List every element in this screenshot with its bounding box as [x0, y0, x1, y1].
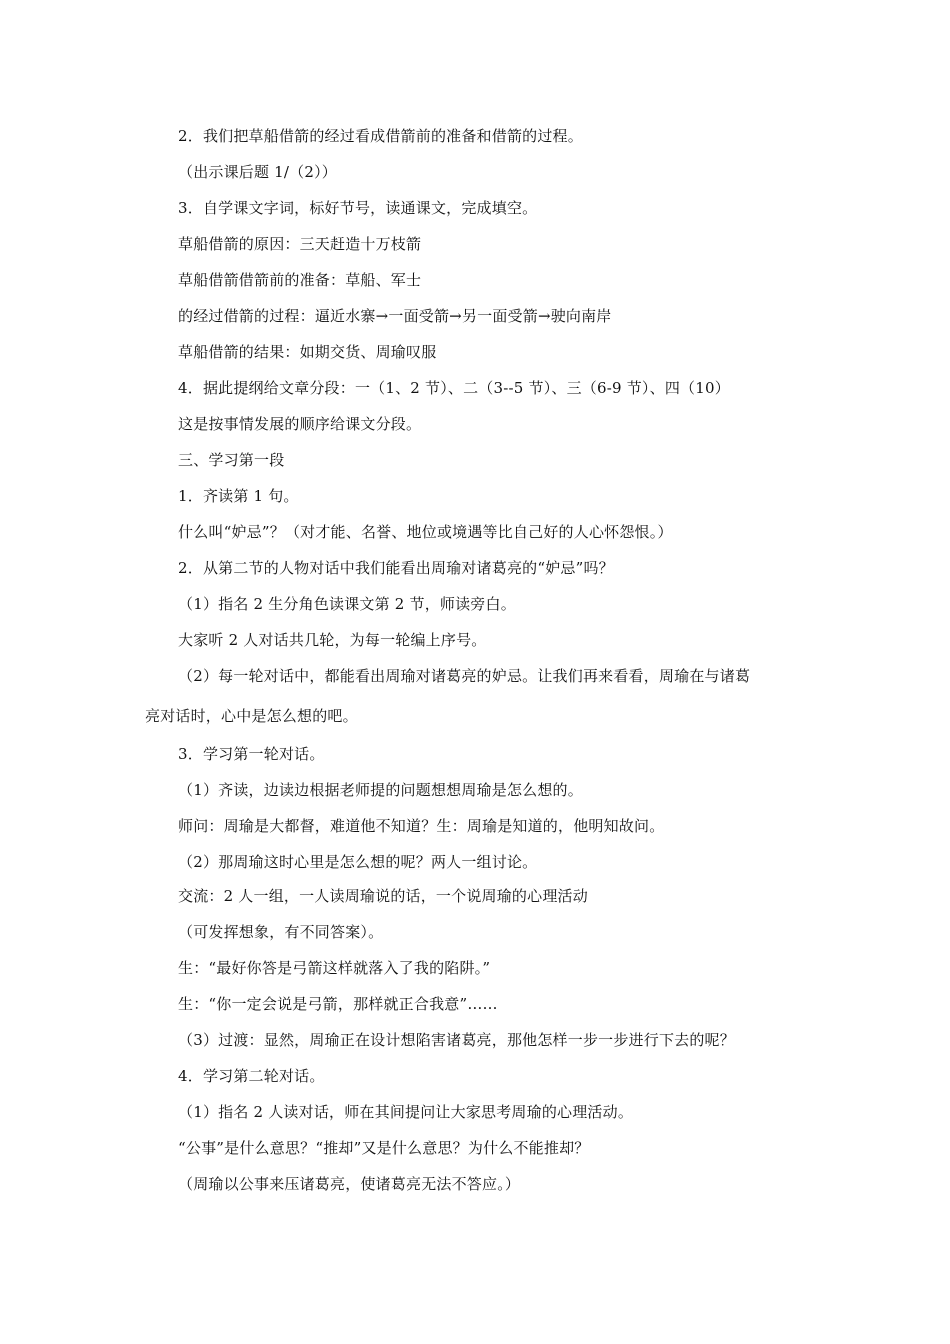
text-line: 3．学习第一轮对话。 — [178, 745, 325, 763]
text-line: 生：“最好你答是弓箭这样就落入了我的陷阱。” — [178, 959, 491, 977]
text-line: “公事”是什么意思？“推却”又是什么意思？为什么不能推却？ — [178, 1139, 590, 1157]
section-heading: 三、学习第一段 — [178, 451, 285, 469]
text-line: 1．齐读第 1 句。 — [178, 487, 299, 505]
text-line: 草船借箭借箭前的准备：草船、军士 — [178, 271, 422, 289]
text-line: 大家听 2 人对话共几轮，为每一轮编上序号。 — [178, 631, 487, 649]
text-line: （出示课后题 1/（2）） — [178, 163, 338, 181]
text-line: 生：“你一定会说是弓箭，那样就正合我意”…… — [178, 995, 498, 1013]
text-line: （1）指名 2 生分角色读课文第 2 节，师读旁白。 — [178, 595, 516, 613]
text-line: 草船借箭的结果：如期交货、周瑜叹服 — [178, 343, 437, 361]
text-line: 草船借箭的原因：三天赶造十万枝箭 — [178, 235, 422, 253]
text-line: （2）每一轮对话中，都能看出周瑜对诸葛亮的妒忌。让我们再来看看，周瑜在与诸葛 — [178, 667, 751, 685]
text-line: （2）那周瑜这时心里是怎么想的呢？两人一组讨论。 — [178, 853, 538, 871]
text-line: 2．我们把草船借箭的经过看成借箭前的准备和借箭的过程。 — [178, 127, 583, 145]
text-line: 交流：2 人一组，一人读周瑜说的话，一个说周瑜的心理活动 — [178, 887, 588, 905]
text-line: （3）过渡：显然，周瑜正在设计想陷害诸葛亮，那他怎样一步一步进行下去的呢？ — [178, 1031, 735, 1049]
text-line: 这是按事情发展的顺序给课文分段。 — [178, 415, 422, 433]
text-line: 3．自学课文字词，标好节号，读通课文，完成填空。 — [178, 199, 538, 217]
text-line: 师问：周瑜是大都督，难道他不知道？生：周瑜是知道的，他明知故问。 — [178, 817, 665, 835]
text-line: （1）指名 2 人读对话，师在其间提问让大家思考周瑜的心理活动。 — [178, 1103, 634, 1121]
text-line: 4．据此提纲给文章分段：一（1、2 节）、二（3--5 节）、三（6-9 节）、四（10） — [178, 379, 730, 397]
text-line: 2．从第二节的人物对话中我们能看出周瑜对诸葛亮的“妒忌”吗？ — [178, 559, 614, 577]
text-line: （周瑜以公事来压诸葛亮，使诸葛亮无法不答应。） — [178, 1175, 521, 1193]
text-line: （可发挥想象，有不同答案）。 — [178, 923, 384, 941]
text-line-continuation: 亮对话时，心中是怎么想的吧。 — [145, 707, 358, 725]
text-line: 的经过借箭的过程：逼近水寨→一面受箭→另一面受箭→驶向南岸 — [178, 307, 612, 325]
text-line: （1）齐读，边读边根据老师提的问题想想周瑜是怎么想的。 — [178, 781, 583, 799]
text-line: 什么叫“妒忌”？（对才能、名誉、地位或境遇等比自己好的人心怀怨恨。） — [178, 523, 673, 541]
text-line: 4．学习第二轮对话。 — [178, 1067, 325, 1085]
